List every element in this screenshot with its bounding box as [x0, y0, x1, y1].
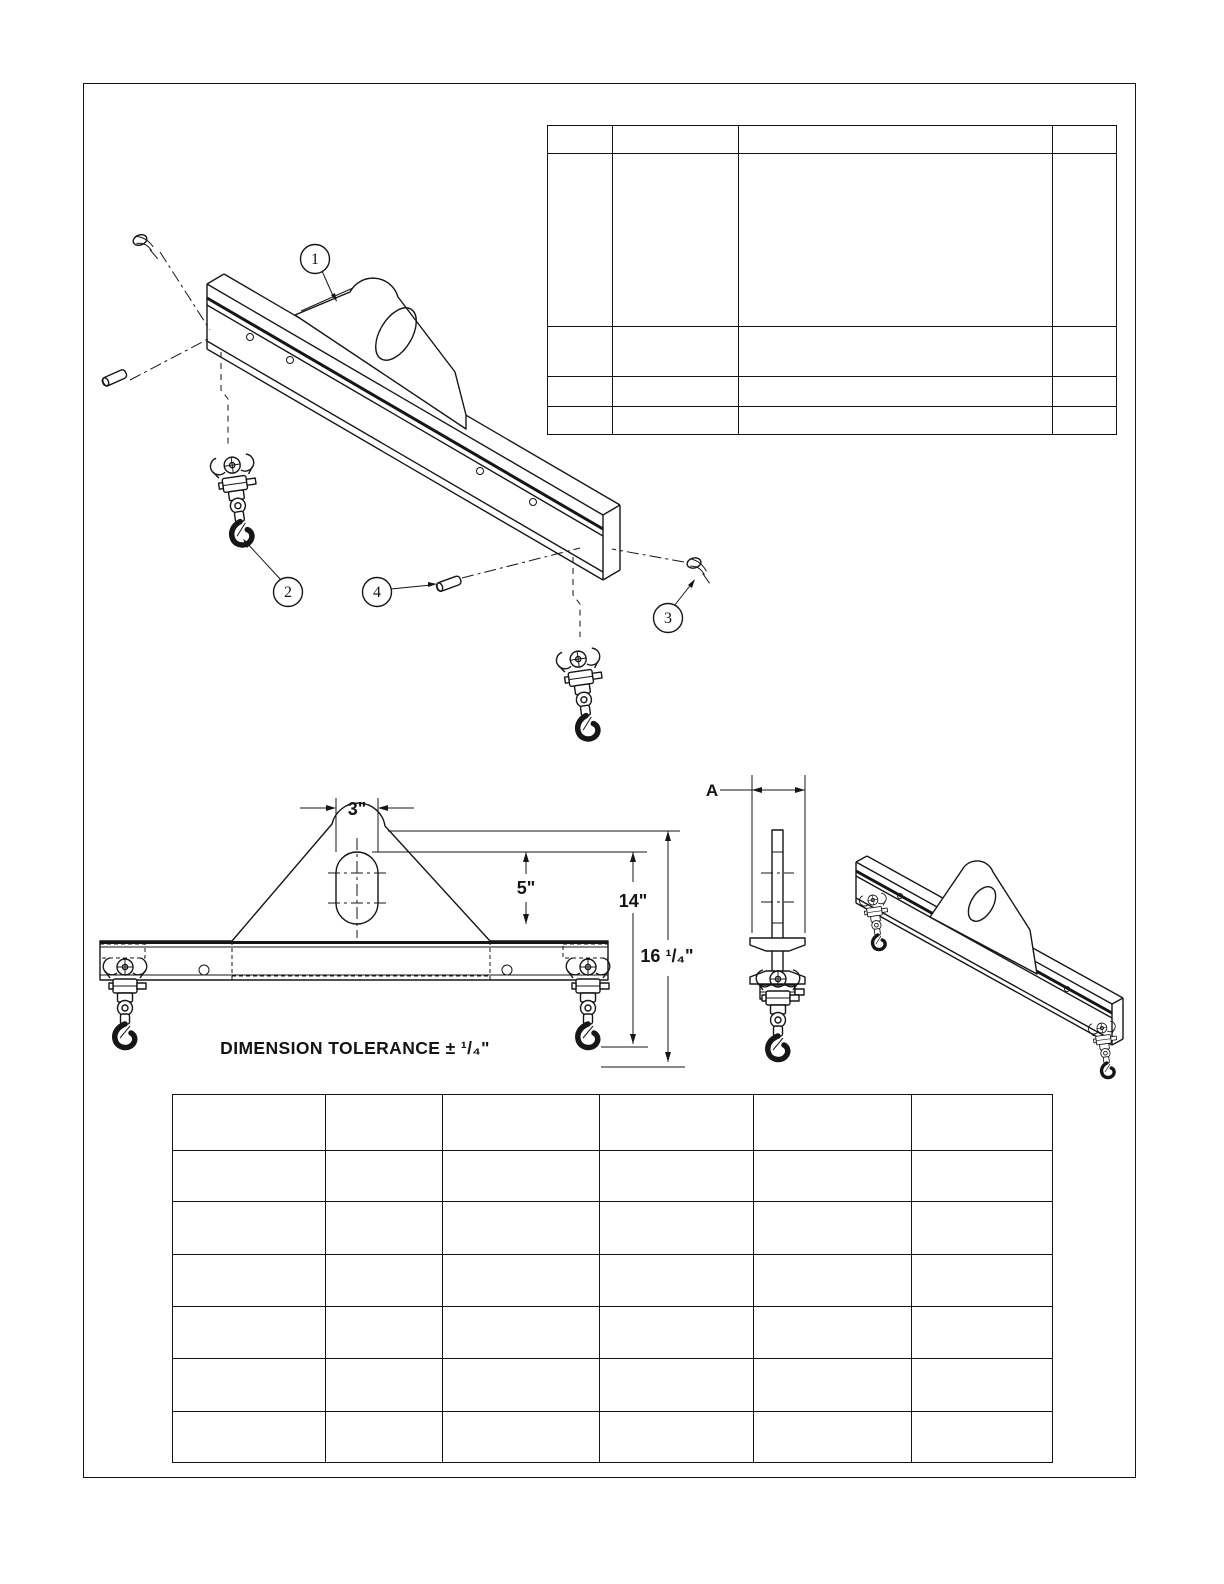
dim-a-label: A [705, 781, 719, 800]
spec-table [172, 1094, 1053, 1463]
parts-table-cell [613, 126, 739, 154]
spec-table-cell [326, 1307, 443, 1359]
parts-table-cell [739, 154, 1053, 327]
spec-table-cell [912, 1202, 1052, 1255]
balloon-number: 2 [284, 584, 292, 601]
spec-table-cell [754, 1255, 912, 1307]
side-view-drawing [690, 755, 850, 1085]
front-view-drawing [95, 780, 695, 1080]
parts-table-cell [1053, 126, 1116, 154]
tolerance-note: DIMENSION TOLERANCE ± ¹/₄" [220, 1038, 490, 1058]
spec-table-cell [912, 1151, 1052, 1202]
parts-table-cell [1053, 407, 1116, 434]
spec-table-cell [173, 1095, 326, 1151]
spec-table-cell [754, 1307, 912, 1359]
spec-table-cell [912, 1095, 1052, 1151]
balloon-2 [243, 539, 303, 607]
spec-table-cell [754, 1359, 912, 1412]
parts-table [547, 125, 1117, 435]
spec-table-cell [600, 1359, 754, 1412]
spec-table-cell [754, 1202, 912, 1255]
spec-table-cell [443, 1307, 600, 1359]
parts-table-cell [613, 327, 739, 377]
swivel-hook-right [555, 647, 611, 742]
spec-table-cell [326, 1095, 443, 1151]
spec-table-cell [754, 1412, 912, 1462]
retainer-clip-right [682, 553, 715, 583]
spec-table-cell [443, 1151, 600, 1202]
spec-table-cell [443, 1202, 600, 1255]
balloon-number: 3 [664, 610, 672, 627]
bail-plate-side [761, 830, 794, 940]
parts-table-cell [548, 126, 613, 154]
hook-assembled-left [859, 893, 893, 952]
parts-table-cell [1053, 154, 1116, 327]
parts-table-cell [739, 407, 1053, 434]
retainer-clip-left [129, 231, 161, 258]
parts-table-cell [613, 407, 739, 434]
spec-table-cell [326, 1151, 443, 1202]
spec-table-cell [326, 1255, 443, 1307]
spec-table-cell [173, 1151, 326, 1202]
spec-table-cell [912, 1307, 1052, 1359]
spec-table-cell [173, 1412, 326, 1462]
spec-table-cell [173, 1307, 326, 1359]
dim-5in-label: 5" [516, 878, 536, 898]
spec-table-cell [912, 1412, 1052, 1462]
dim-3in-label: 3" [347, 799, 367, 819]
balloon-1 [301, 245, 338, 303]
dimension-a [706, 775, 805, 933]
parts-table-cell [739, 126, 1053, 154]
spec-table-cell [600, 1202, 754, 1255]
balloon-3 [654, 579, 696, 633]
parts-table-cell [739, 327, 1053, 377]
dim-14in-label: 14" [618, 891, 648, 911]
spec-table-cell [754, 1095, 912, 1151]
clevis-pin-left [101, 369, 127, 387]
dimension-slot-height [517, 852, 536, 924]
swivel-hook-left [209, 453, 265, 548]
spec-table-cell [600, 1151, 754, 1202]
spec-table-cell [443, 1095, 600, 1151]
balloon-4 [363, 578, 438, 607]
parts-table-cell [548, 377, 613, 407]
spec-table-cell [173, 1255, 326, 1307]
spec-table-cell [912, 1359, 1052, 1412]
dim-16-quarter-label: 16 ¹/₄" [640, 946, 694, 966]
spec-table-cell [326, 1202, 443, 1255]
spec-table-cell [173, 1202, 326, 1255]
spec-table-cell [326, 1359, 443, 1412]
spec-table-cell [443, 1359, 600, 1412]
spec-table-cell [754, 1151, 912, 1202]
parts-table-cell [1053, 327, 1116, 377]
bail-plate-assembled [930, 861, 1037, 974]
dimension-16-quarter [640, 831, 693, 1062]
parts-table-cell [613, 377, 739, 407]
spec-table-cell [326, 1412, 443, 1462]
parts-table-cell [613, 154, 739, 327]
beam-front [100, 941, 608, 980]
spec-table-cell [173, 1359, 326, 1412]
spec-table-cell [443, 1255, 600, 1307]
assembled-view-drawing [840, 850, 1130, 1085]
spec-table-cell [912, 1255, 1052, 1307]
spec-table-cell [600, 1412, 754, 1462]
parts-table-cell [1053, 377, 1116, 407]
balloon-number: 1 [311, 251, 319, 268]
spec-table-cell [600, 1255, 754, 1307]
spec-table-cell [443, 1412, 600, 1462]
clevis-pin-center [435, 575, 462, 592]
spec-table-cell [600, 1095, 754, 1151]
bail-plate-front [232, 803, 490, 941]
parts-table-cell [739, 377, 1053, 407]
parts-table-cell [548, 327, 613, 377]
spec-table-cell [600, 1307, 754, 1359]
balloon-number: 4 [373, 584, 381, 601]
parts-table-cell [548, 154, 613, 327]
parts-table-cell [548, 407, 613, 434]
